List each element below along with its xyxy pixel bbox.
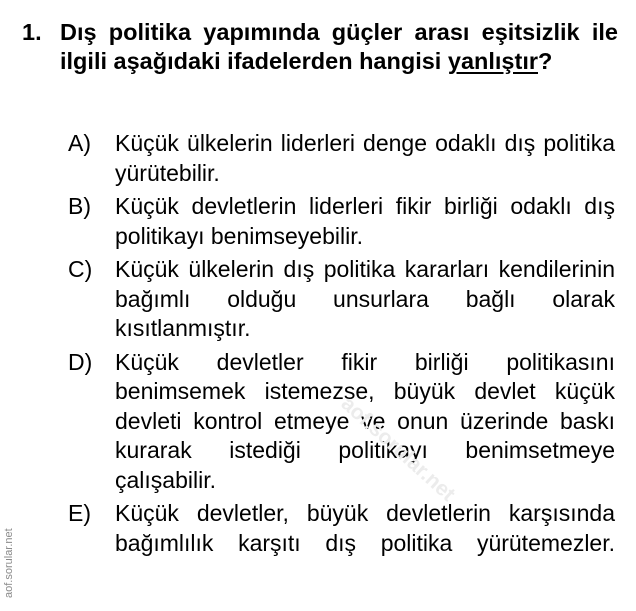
option-c[interactable]: [68, 255, 615, 344]
option-text: Küçük ülkelerin dış politika kararları kendilerinin bağımlı olduğu unsurlara bağlı olarak kısıtlanmıştır.: [115, 256, 615, 341]
option-text: Küçük devletler fikir birliği politikasını benimsemek istemezse, büyük devlet küçük devleti kontrol etmeye ve onun üzerinde baskı kurarak istediği politikayı benimsetmeye çalışabilir.: [115, 348, 615, 493]
question-mark: ?: [538, 48, 553, 74]
option-letter: B): [68, 193, 91, 219]
question: [22, 18, 618, 76]
diagonal-watermark: aof.sorular.net: [336, 392, 460, 506]
side-watermark: aof.sorular.net: [3, 528, 15, 598]
question-number: 1.: [22, 19, 42, 45]
option-b[interactable]: [68, 192, 615, 251]
option-text: Küçük ülkelerin liderleri denge odaklı dış politika yürütebilir.: [115, 130, 615, 186]
answer-options: [68, 129, 615, 562]
question-emphasis: yanlıştır: [447, 48, 538, 74]
option-letter: A): [68, 130, 91, 156]
option-e[interactable]: [68, 499, 615, 558]
option-letter: C): [68, 256, 93, 282]
option-text: Küçük devletlerin liderleri fikir birliği odaklı dış politikayı benimseyebilir.: [115, 193, 615, 249]
option-a[interactable]: [68, 129, 615, 188]
question-text-main: Dış politika yapımında güçler arası eşitsizlik ile ilgili aşağıdaki ifadelerden hangisi: [60, 19, 618, 74]
option-text: Küçük devletler, büyük devletlerin karşısında bağımlılık karşıtı dış politika yürütemezler.: [115, 500, 615, 556]
option-letter: D): [68, 348, 93, 375]
question-text: [60, 18, 618, 76]
option-letter: E): [68, 500, 91, 526]
option-d[interactable]: [68, 348, 615, 496]
